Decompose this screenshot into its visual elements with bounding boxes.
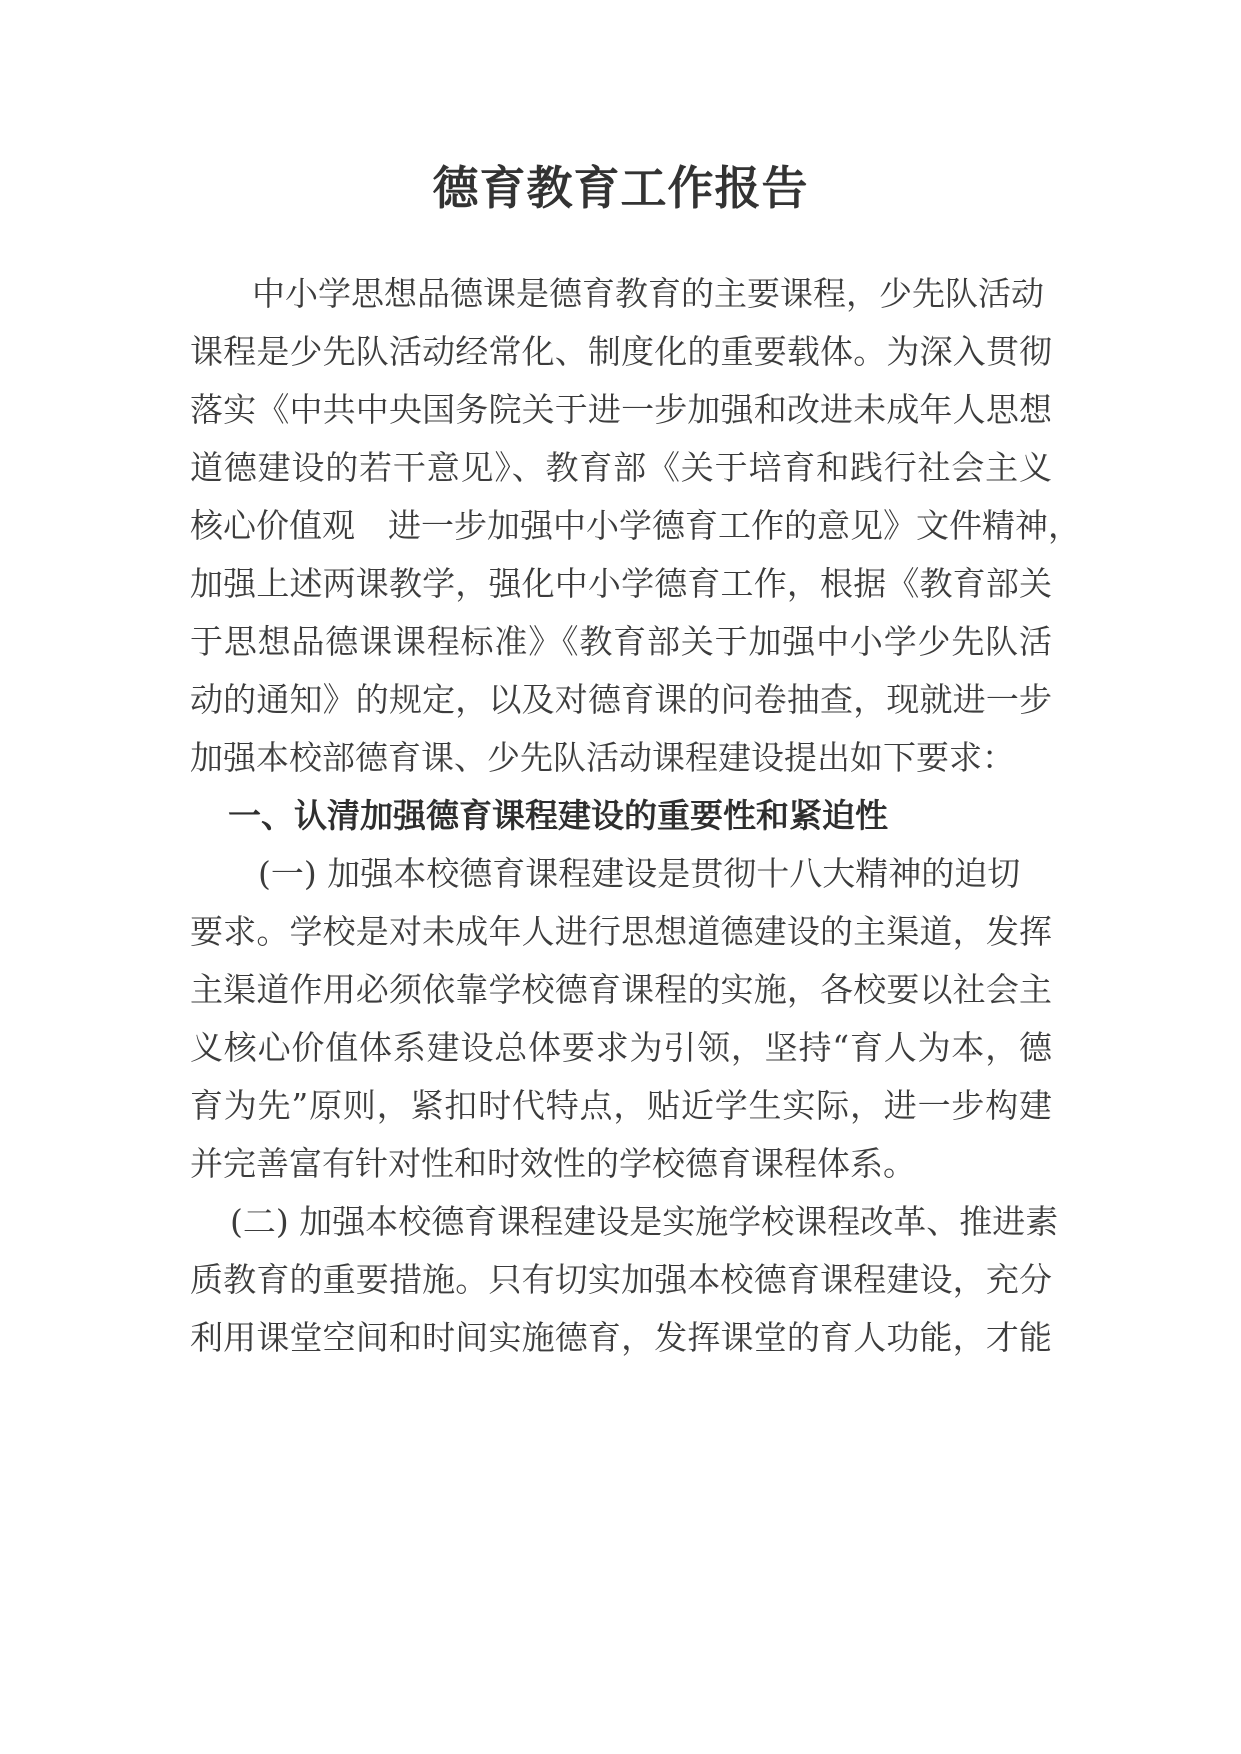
item-1-line-6: 并完善富有针对性和时效性的学校德育课程体系。 — [190, 1144, 916, 1183]
item-1-line-1: (一) 加强本校德育课程建设是贯彻十八大精神的迫切 — [258, 854, 1021, 893]
document-title: 德育教育工作报告 — [432, 161, 809, 215]
intro-line-3: 落实《中共中央国务院关于进一步加强和改进未成年人思想 — [190, 390, 1052, 429]
intro-line-6: 加强上述两课教学，强化中小学德育工作，根据《教育部关 — [190, 564, 1052, 603]
intro-line-4: 道德建设的若干意见》、教育部《关于培育和践行社会主义 — [190, 448, 1052, 487]
intro-line-1: 中小学思想品德课是德育教育的主要课程，少先队活动 — [252, 274, 1044, 313]
item-1-line-2: 要求。学校是对未成年人进行思想道德建设的主渠道，发挥 — [190, 912, 1052, 951]
item-2-line-3: 利用课堂空间和时间实施德育，发挥课堂的育人功能，才能 — [190, 1318, 1052, 1357]
intro-line-5: 核心价值观 进一步加强中小学德育工作的意见》文件精神， — [190, 506, 1081, 545]
item-2-line-2: 质教育的重要措施。只有切实加强本校德育课程建设，充分 — [190, 1260, 1052, 1299]
item-1-line-4: 义核心价值体系建设总体要求为引领，坚持“育人为本，德 — [190, 1028, 1052, 1067]
intro-line-9: 加强本校部德育课、少先队活动课程建设提出如下要求： — [190, 738, 1015, 777]
section-heading: 一、认清加强德育课程建设的重要性和紧迫性 — [228, 796, 888, 835]
intro-line-7: 于思想品德课课程标准》《教育部关于加强中小学少先队活 — [190, 622, 1052, 661]
item-1-line-3: 主渠道作用必须依靠学校德育课程的实施，各校要以社会主 — [190, 970, 1052, 1009]
item-1-line-5: 育为先”原则，紧扣时代特点，贴近学生实际，进一步构建 — [190, 1086, 1052, 1125]
intro-line-2: 课程是少先队活动经常化、制度化的重要载体。为深入贯彻 — [190, 332, 1052, 371]
item-2-line-1: (二) 加强本校德育课程建设是实施学校课程改革、推进素 — [230, 1202, 1059, 1241]
intro-line-8: 动的通知》的规定，以及对德育课的问卷抽查，现就进一步 — [190, 680, 1052, 719]
